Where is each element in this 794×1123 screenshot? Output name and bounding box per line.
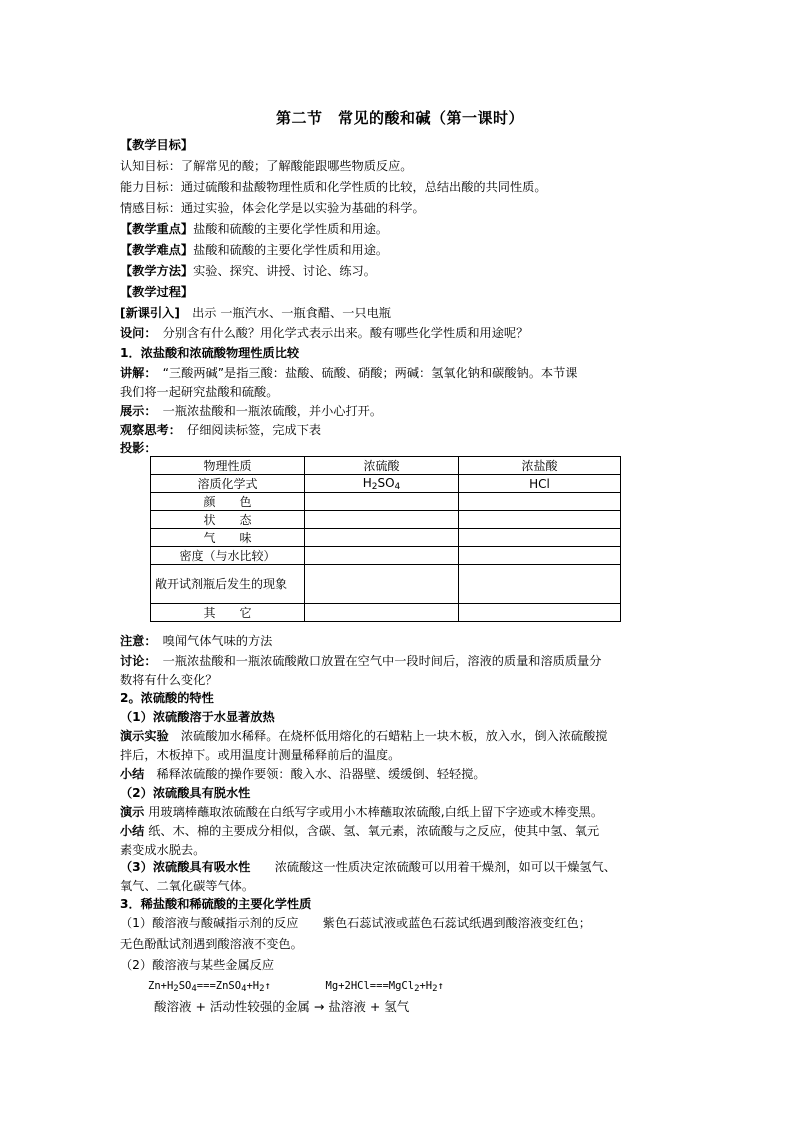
discuss-text: 一瓶浓盐酸和一瓶浓硫酸敞口放置在空气中一段时间后，溶液的质量和溶质质量分 [150, 654, 602, 668]
method-line [120, 262, 680, 281]
key-point-label: 【教学重点】 [120, 222, 194, 236]
observe-line [120, 421, 680, 440]
intro-label: [新课引入] [120, 306, 180, 320]
general-equation: 酸溶液 + 活动性较强的金属 → 盐溶液 + 氢气 [154, 999, 410, 1014]
s2-1-summary-label: 小结 [120, 767, 145, 781]
lecture-line [120, 364, 680, 383]
s3-1-text: 紫色石蕊试液或蓝色石蕊试纸遇到酸溶液变红色； [298, 916, 591, 930]
process-heading: 【教学过程】 [120, 285, 194, 299]
table-cell [459, 511, 621, 529]
table-header-cell: 物理性质 [151, 457, 305, 475]
note-text: 嗅闻气体气味的方法 [150, 634, 273, 648]
equation-zn: Zn+H2SO4===ZnSO4+H2↑ [148, 980, 271, 994]
difficulty-line [120, 241, 680, 260]
s2-1-demo-line [120, 727, 680, 746]
s2-1-heading: （1）浓硫酸溶于水显著放热 [120, 710, 275, 724]
s2-3-line-2: 氧气、二氧化碳等气体。 [120, 879, 255, 893]
table-cell: 溶质化学式 [151, 475, 305, 493]
s2-2-summary-text: 纸、木、棉的主要成分相似，含碳、氢、氧元素，浓硫酸与之反应，使其中氢、氧元 [148, 824, 600, 838]
table-cell: 气 味 [151, 529, 305, 547]
question-text: 分别含有什么酸？用化学式表示出来。酸有哪些化学性质和用途呢？ [150, 326, 529, 340]
intro-text: 出示 一瓶汽水、一瓶食醋、一只电瓶 [179, 306, 391, 320]
s2-2-summary-line-2: 素变成水脱去。 [120, 843, 206, 857]
show-label: 展示： [120, 404, 151, 418]
projection-label: 投影： [120, 441, 157, 455]
method-label: 【教学方法】 [120, 264, 194, 278]
intro-line [120, 304, 680, 323]
observe-text: 仔细阅读标签，完成下表 [174, 423, 322, 437]
s3-1-heading: （1）酸溶液与酸碱指示剂的反应 [120, 916, 299, 930]
table-cell [305, 565, 459, 604]
formula-h2so4-cell: $H_2SO_4$ [305, 475, 459, 493]
formula-hcl-cell: HCl [459, 475, 621, 493]
table-cell [459, 547, 621, 565]
objectives-heading: 【教学目标】 [120, 138, 194, 152]
table-cell: 状 态 [151, 511, 305, 529]
table-row [151, 511, 621, 529]
table-header-cell: 浓盐酸 [459, 457, 621, 475]
table-cell [305, 511, 459, 529]
question-line [120, 324, 680, 343]
table-cell [305, 529, 459, 547]
table-cell [305, 493, 459, 511]
note-label: 注意： [120, 634, 151, 648]
s3-2-heading: （2）酸溶液与某些金属反应 [120, 958, 275, 972]
s2-2-summary-label: 小结 [120, 824, 145, 838]
s2-3-text: 浓硫酸这一性质决定浓硫酸可以用着干燥剂，如可以干燥氢气、 [250, 860, 616, 874]
s2-3-heading: （3）浓硫酸具有吸水性 [120, 860, 251, 874]
section-1-heading: 1．浓盐酸和浓硫酸物理性质比较 [120, 346, 300, 360]
table-header-cell: 浓硫酸 [305, 457, 459, 475]
table-row [151, 547, 621, 565]
section-2-heading: 2。浓硫酸的特性 [120, 691, 214, 705]
difficulty-text: 盐酸和硫酸的主要化学性质和用途。 [193, 243, 389, 257]
s2-1-summary-line [120, 765, 680, 784]
s2-2-demo-line [120, 803, 680, 822]
section-3-heading: 3．稀盐酸和稀硫酸的主要化学性质 [120, 897, 312, 911]
table-cell: 密度（与水比较） [151, 547, 305, 565]
table-cell [459, 604, 621, 622]
key-point-line [120, 220, 680, 239]
ability-objective: 能力目标：通过硫酸和盐酸物理性质和化学性质的比较，总结出酸的共同性质。 [120, 180, 547, 194]
s2-1-demo-label: 演示实验 [120, 729, 169, 743]
s3-1-line-2: 无色酚酞试剂遇到酸溶液不变色。 [120, 937, 303, 951]
table-row [151, 565, 621, 604]
s2-1-demo-line-2: 拌后，木板掉下。或用温度计测量稀释前后的温度。 [120, 748, 401, 762]
s2-2-heading: （2）浓硫酸具有脱水性 [120, 786, 251, 800]
table-cell [459, 493, 621, 511]
page-title: 第二节 常见的酸和碱（第一课时） [275, 109, 524, 127]
table-cell [459, 529, 621, 547]
table-row [151, 529, 621, 547]
note-line [120, 632, 680, 651]
s2-1-demo-text: 浓硫酸加水稀释。在烧杯低用熔化的石蜡粘上一块木板，放入水，倒入浓硫酸搅 [168, 729, 608, 743]
question-label: 设问： [120, 326, 151, 340]
table-cell [305, 547, 459, 565]
show-line [120, 402, 680, 421]
show-text: 一瓶浓盐酸和一瓶浓硫酸，并小心打开。 [150, 404, 383, 418]
table-row [151, 475, 621, 493]
key-point-text: 盐酸和硫酸的主要化学性质和用途。 [193, 222, 389, 236]
lecture-text: “三酸两碱”是指三酸：盐酸、硫酸、硝酸；两碱：氢氧化钠和碳酸钠。本节课 [150, 366, 578, 380]
discuss-label: 讨论： [120, 654, 151, 668]
discuss-line-2: 数将有什么变化？ [120, 673, 218, 687]
table-cell [305, 604, 459, 622]
table-cell: 敞开试剂瓶后发生的现象 [151, 565, 305, 604]
properties-table [150, 456, 621, 622]
s3-1-line [120, 914, 680, 933]
affective-objective: 情感目标：通过实验，体会化学是以实验为基础的科学。 [120, 201, 425, 215]
observe-label: 观察思考： [120, 423, 175, 437]
s2-1-summary-text: 稀释浓硫酸的操作要领：酸入水、沿器壁、缓缓倒、轻轻搅。 [144, 767, 486, 781]
table-row [151, 493, 621, 511]
s2-2-demo-text: 用玻璃棒蘸取浓硫酸在白纸写字或用小木棒蘸取浓硫酸,白纸上留下字迹或木棒变黑。 [148, 805, 604, 819]
equation-mg: Mg+2HCl===MgCl2+H2↑ [325, 980, 444, 994]
method-text: 实验、探究、讲授、讨论、练习。 [193, 264, 376, 278]
s2-2-summary-line [120, 822, 680, 841]
cognitive-objective: 认知目标：了解常见的酸；了解酸能跟哪些物质反应。 [120, 159, 413, 173]
table-row [151, 604, 621, 622]
lecture-label: 讲解： [120, 366, 151, 380]
discuss-line [120, 652, 680, 671]
table-cell: 其 它 [151, 604, 305, 622]
table-cell: 颜 色 [151, 493, 305, 511]
equation-line [148, 977, 708, 999]
s2-3-line [120, 858, 680, 877]
table-header-row [151, 457, 621, 475]
s2-2-demo-label: 演示 [120, 805, 145, 819]
table-cell [459, 565, 621, 604]
difficulty-label: 【教学难点】 [120, 243, 194, 257]
lecture-line-2: 我们将一起研究盐酸和硫酸。 [120, 385, 279, 399]
